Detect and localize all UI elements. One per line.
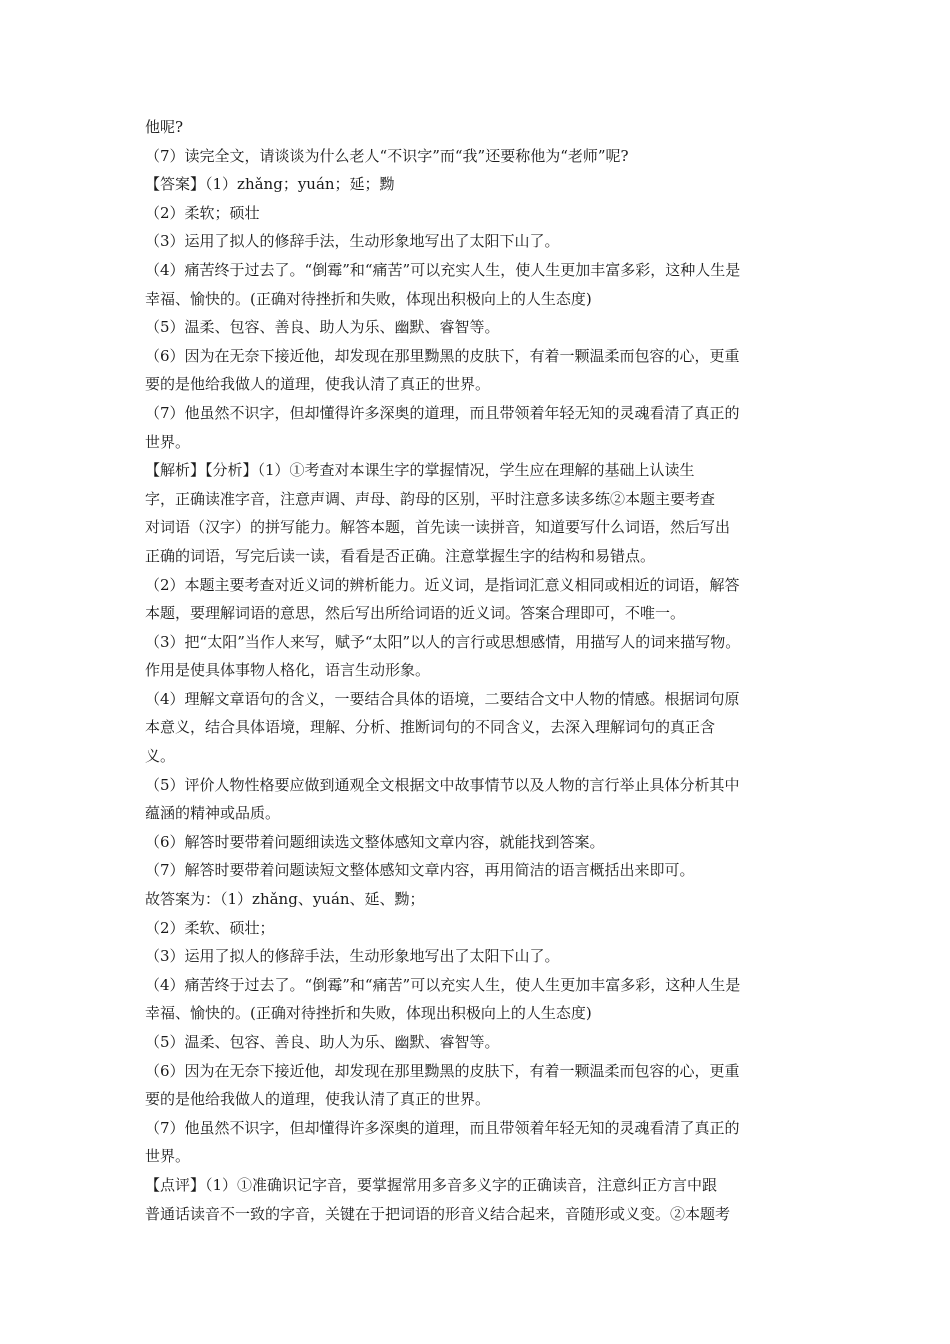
final-answer-line: （7）他虽然不识字，但却懂得许多深奥的道理，而且带领着年轻无知的灵魂看清了真正的 (145, 1118, 740, 1137)
analysis-heading-line: 【解析】【分析】（1）①考查对本课生字的掌握情况，学生应在理解的基础上认读生 (145, 461, 695, 480)
analysis-line: 义。 (145, 747, 176, 766)
answer-line: 幸福、愉快的。(正确对待挫折和失败，体现出积极向上的人生态度) (145, 289, 592, 308)
analysis-line: （2）本题主要考查对近义词的辨析能力。近义词，是指词汇意义相同或相近的词语，解答 (145, 575, 740, 594)
answer-heading-line: 【答案】（1）zhǎng；yuán；延；黝 (145, 175, 395, 194)
final-answer-line: 幸福、愉快的。(正确对待挫折和失败，体现出积极向上的人生态度) (145, 1004, 592, 1023)
final-answer-line: （2）柔软、硕壮； (145, 918, 275, 937)
analysis-line: 正确的词语，写完后读一读，看看是否正确。注意掌握生字的结构和易错点。 (145, 546, 656, 565)
answer-line: （4）痛苦终于过去了。“倒霉”和“痛苦”可以充实人生，使人生更加丰富多彩，这种人生是 (145, 260, 741, 279)
analysis-line: 本意义，结合具体语境，理解、分析、推断词句的不同含义，去深入理解词句的真正含 (145, 718, 716, 737)
analysis-line: 作用是使具体事物人格化，语言生动形象。 (145, 661, 431, 680)
document-body (145, 113, 813, 1228)
final-answer-heading-line: 故答案为：（1）zhǎng、yuán、延、黝； (145, 890, 425, 909)
analysis-line: 字，正确读准字音，注意声调、声母、韵母的区别，平时注意多读多练②本题主要考查 (145, 489, 716, 508)
question-7: （7）读完全文，请谈谈为什么老人“不识字”而“我”还要称他为“老师”呢? (145, 146, 629, 165)
analysis-line: 对词语（汉字）的拼写能力。解答本题，首先读一读拼音，知道要写什么词语，然后写出 (145, 518, 731, 537)
analysis-line: （7）解答时要带着问题读短文整体感知文章内容，再用简洁的语言概括出来即可。 (145, 861, 695, 880)
analysis-line: （4）理解文章语句的含义，一要结合具体的语境，二要结合文中人物的情感。根据词句原 (145, 689, 740, 708)
final-answer-line: （3）运用了拟人的修辞手法，生动形象地写出了太阳下山了。 (145, 947, 560, 966)
analysis-line: （3）把“太阳”当作人来写，赋予“太阳”以人的言行或思想感情，用描写人的词来描写物。 (145, 632, 741, 651)
analysis-line: 本题，要理解词语的意思，然后写出所给词语的近义词。答案合理即可，不唯一。 (145, 604, 686, 623)
comment-line: 普通话读音不一致的字音，关键在于把词语的形音义结合起来，音随形或义变。②本题考 (145, 1204, 731, 1223)
answer-line: 要的是他给我做人的道理，使我认清了真正的世界。 (145, 375, 491, 394)
answer-line: 世界。 (145, 432, 191, 451)
final-answer-line: （5）温柔、包容、善良、助人为乐、幽默、睿智等。 (145, 1033, 500, 1051)
analysis-line: （6）解答时要带着问题细读选文整体感知文章内容，就能找到答案。 (145, 832, 605, 851)
final-answer-line: 要的是他给我做人的道理，使我认清了真正的世界。 (145, 1090, 491, 1109)
answer-line: （7）他虽然不识字，但却懂得许多深奥的道理，而且带领着年轻无知的灵魂看清了真正的 (145, 403, 740, 422)
final-answer-line: （4）痛苦终于过去了。“倒霉”和“痛苦”可以充实人生，使人生更加丰富多彩，这种人生是 (145, 975, 741, 994)
answer-line: （5）温柔、包容、善良、助人为乐、幽默、睿智等。 (145, 318, 500, 337)
analysis-line: （5）评价人物性格要应做到通观全文根据文中故事情节以及人物的言行举止具体分析其中 (145, 775, 740, 794)
text-line: 他呢? (145, 118, 184, 136)
final-answer-line: 世界。 (145, 1147, 191, 1166)
answer-line: （6）因为在无奈下接近他，却发现在那里黝黑的皮肤下，有着一颗温柔而包容的心，更重 (145, 346, 740, 365)
answer-line: （3）运用了拟人的修辞手法，生动形象地写出了太阳下山了。 (145, 232, 560, 251)
final-answer-line: （6）因为在无奈下接近他，却发现在那里黝黑的皮肤下，有着一颗温柔而包容的心，更重 (145, 1061, 740, 1080)
answer-line: （2）柔软；硕壮 (145, 203, 260, 222)
comment-heading-line: 【点评】（1）①准确识记字音，要掌握常用多音多义字的正确读音，注意纠正方言中跟 (145, 1175, 718, 1194)
analysis-line: 蕴涵的精神或品质。 (145, 804, 281, 823)
